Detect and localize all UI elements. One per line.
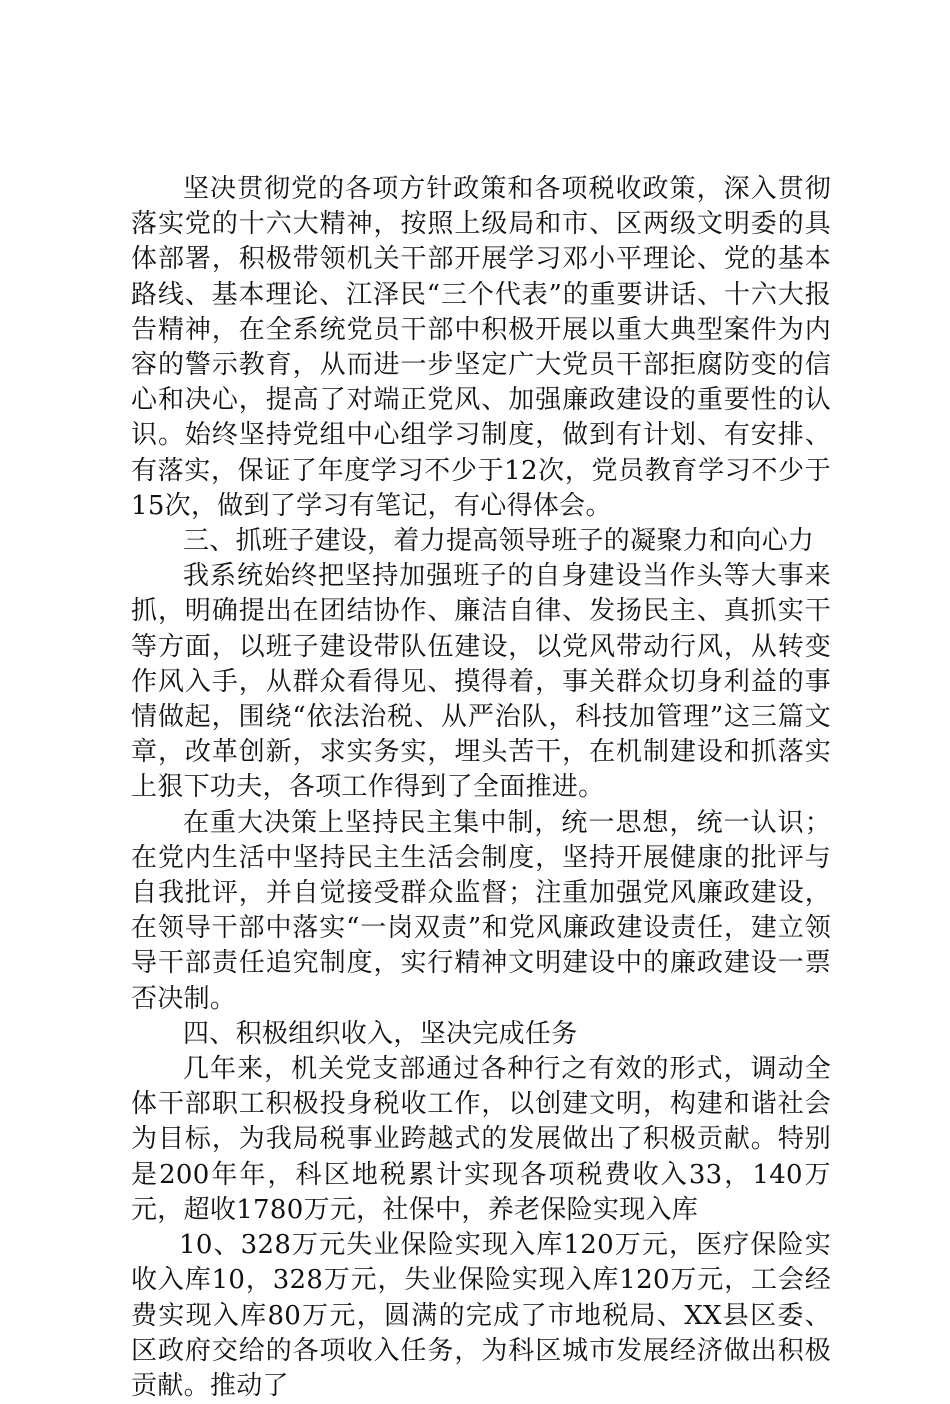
paragraph-study-policy: 坚决贯彻党的各项方针政策和各项税收政策，深入贯彻落实党的十六大精神，按照上级局和市、区两级文明委的具体部署，积极带领机关干部开展学习邓小平理论、党的基本路线、基本理论、江泽民“三个代表”的重要讲话、十六大报告精神，在全系统党员干部中积极开展以重大典型案件为内容的警示教育，从而进一步坚定广大党员干部拒腐防变的信心和决心，提高了对端正党风、加强廉政建设的重要性的认识。始终坚持党组中心组学习制度，做到有计划、有安排、有落实，保证了年度学习不少于12次，党员教育学习不少于15次，做到了学习有笔记，有心得体会。 bbox=[131, 174, 831, 521]
document-body bbox=[131, 172, 831, 1404]
paragraph-team-building: 我系统始终把坚持加强班子的自身建设当作头等大事来抓，明确提出在团结协作、廉洁自律、发扬民主、真抓实干等方面，以班子建设带队伍建设，以党风带动行风，从转变作风入手，从群众看得见、摸得着，事关群众切身利益的事情做起，围绕“依法治税、从严治队，科技加管理”这三篇文章，改革创新，求实务实，埋头苦干，在机制建设和抓落实上狠下功夫，各项工作得到了全面推进。 bbox=[131, 561, 831, 803]
section-heading-3: 三、抓班子建设，着力提高领导班子的凝聚力和向心力 bbox=[183, 526, 815, 557]
paragraph-democratic-centralism: 在重大决策上坚持民主集中制，统一思想，统一认识；在党内生活中坚持民主生活会制度，坚持开展健康的批评与自我批评，并自觉接受群众监督；注重加强党风廉政建设，在领导干部中落实“一岗双责”和党风廉政建设责任，建立领导干部责任追究制度，实行精神文明建设中的廉政建设一票否决制。 bbox=[131, 807, 831, 1014]
paragraph-revenue-continued: 10、328万元失业保险实现入库120万元，医疗保险实收入库10，328万元，失业保险实现入库120万元，工会经费实现入库80万元，圆满的完成了市地税局、XX县区委、区政府交给的各项收入任务，为科区城市发展经济做出积极贡献。推动了 bbox=[131, 1230, 831, 1401]
paragraph-revenue: 几年来，机关党支部通过各种行之有效的形式，调动全体干部职工积极投身税收工作，以创建文明，构建和谐社会为目标，为我局税事业跨越式的发展做出了积极贡献。特别是200年年，科区地税累计实现各项税费收入33，140万元，超收1780万元，社保中，养老保险实现入库 bbox=[131, 1054, 831, 1225]
section-heading-4: 四、积极组织收入，坚决完成任务 bbox=[183, 1018, 578, 1049]
